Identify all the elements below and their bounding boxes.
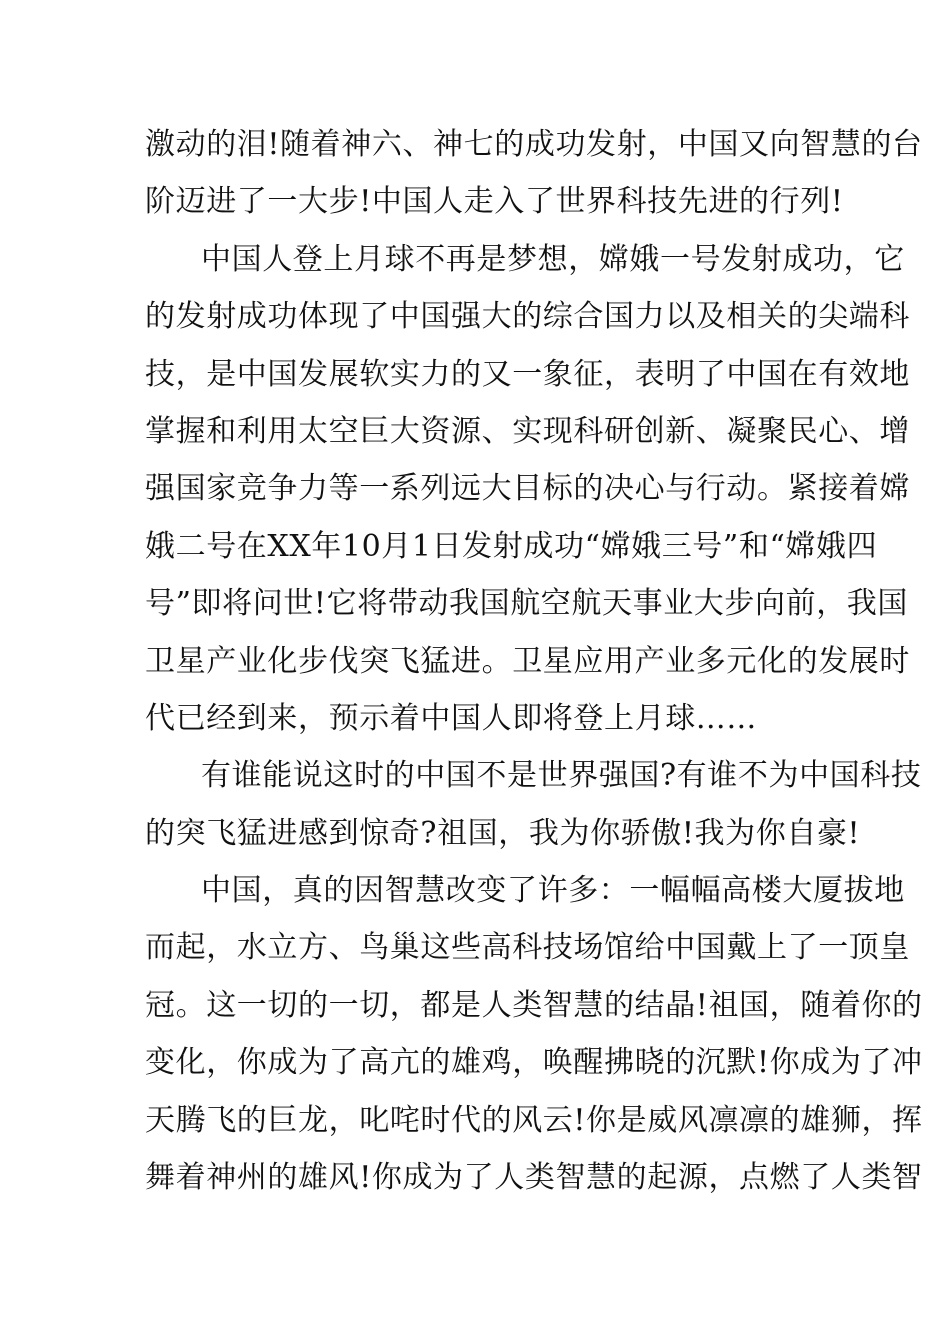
- text-line: 强国家竞争力等一系列远大目标的决心与行动。紧接着嫦: [145, 471, 910, 507]
- text-line: 号”即将问世!它将带动我国航空航天事业大步向前，我国: [145, 586, 908, 622]
- paragraph-start-line: 中国，真的因智慧改变了许多：一幅幅高楼大厦拔地: [201, 873, 905, 909]
- text-line: 天腾飞的巨龙，叱咤时代的风云!你是威风凛凛的雄狮，挥: [145, 1102, 923, 1138]
- text-line: 冠。这一切的一切，都是人类智慧的结晶!祖国，随着你的: [145, 987, 923, 1023]
- text-line: 卫星产业化步伐突飞猛进。卫星应用产业多元化的发展时: [145, 643, 910, 679]
- text-line: 代已经到来，预示着中国人即将登上月球……: [145, 700, 757, 736]
- text-line: 掌握和利用太空巨大资源、实现科研创新、凝聚民心、增: [145, 413, 910, 449]
- text-line: 阶迈进了一大步!中国人走入了世界科技先进的行列!: [145, 184, 844, 220]
- paragraph-start-line: 有谁能说这时的中国不是世界强国?有谁不为中国科技: [201, 758, 922, 794]
- text-line: 激动的泪!随着神六、神七的成功发射，中国又向智慧的台: [145, 127, 923, 162]
- paragraph-start-line: 中国人登上月球不再是梦想，嫦娥一号发射成功，它: [201, 241, 905, 277]
- text-line: 技，是中国发展软实力的又一象征，表明了中国在有效地: [145, 356, 910, 392]
- text-line: 而起，水立方、鸟巢这些高科技场馆给中国戴上了一顶皇: [145, 930, 910, 966]
- text-line: 舞着神州的雄风!你成为了人类智慧的起源，点燃了人类智: [145, 1160, 923, 1196]
- document-body: [145, 116, 923, 1206]
- text-line: 的发射成功体现了中国强大的综合国力以及相关的尖端科: [145, 299, 910, 335]
- text-line: 变化，你成为了高亢的雄鸡，唤醒拂晓的沉默!你成为了冲: [145, 1045, 923, 1081]
- text-line: 娥二号在XX年10月1日发射成功“嫦娥三号”和“嫦娥四: [145, 528, 878, 564]
- text-line: 的突飞猛进感到惊奇?祖国，我为你骄傲!我为你自豪!: [145, 815, 861, 851]
